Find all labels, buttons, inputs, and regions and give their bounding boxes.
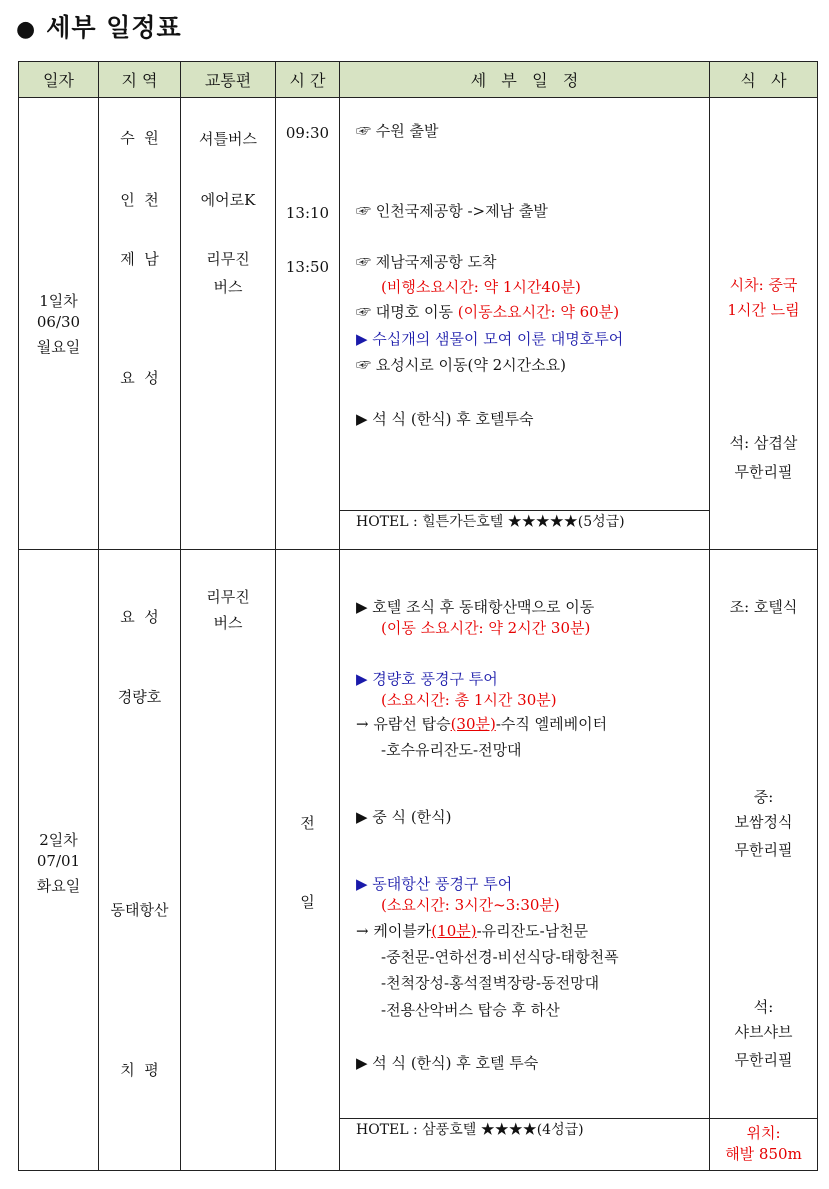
day2-sched-10c: -유리잔도-남천문 — [476, 922, 589, 940]
day2-meal-1: 조: 호텔식 — [729, 598, 798, 616]
day1-row — [19, 98, 818, 511]
day1-schedule-cell — [340, 98, 710, 511]
day1-date-cell — [19, 98, 99, 550]
day1-meal-1: 시차: 중국 — [729, 276, 798, 294]
bullet-icon: ● — [16, 17, 37, 42]
day2-sched-13: -전용산악버스 탑승 후 하산 — [381, 1001, 560, 1019]
day1-sched-5 — [356, 301, 619, 322]
day2-time-2: 일 — [300, 893, 315, 911]
day1-meal-cell — [710, 98, 818, 550]
day2-sched-5 — [356, 713, 607, 734]
day2-meal-7: 무한리필 — [734, 1051, 793, 1069]
day2-sched-9: (소요시간: 3시간~3:30분) — [381, 896, 560, 914]
day2-hotel: HOTEL : 삼풍호텔 ★★★★(4성급) — [356, 1121, 584, 1138]
day2-meal-2: 중: — [753, 788, 774, 806]
header-row — [19, 62, 818, 98]
header-meal: 식 사 — [710, 62, 818, 98]
day2-sched-10a: → 케이블카 — [356, 922, 432, 940]
day2-altitude-2: 해발 850m — [725, 1145, 802, 1164]
page-title — [16, 8, 182, 44]
day2-sched-2: (이동 소요시간: 약 2시간 30분) — [381, 619, 591, 637]
day2-sched-11: -중천문-연하선경-비선식당-태항천폭 — [381, 948, 619, 966]
day2-date: 2일차 — [39, 831, 78, 849]
day1-date: 1일차 — [39, 292, 78, 310]
day2-time-1: 전 — [300, 814, 315, 832]
header-time: 시 간 — [276, 62, 340, 98]
day1-meal-2: 1시간 느림 — [727, 301, 800, 319]
day1-sched-6: ▶ 수십개의 샘물이 모여 이룬 대명호투어 — [356, 330, 624, 348]
day2-meal-5: 석: — [753, 998, 774, 1016]
day2-sched-6: -호수유리잔도-전망대 — [381, 741, 522, 759]
day2-hotel-cell — [340, 1118, 710, 1170]
day2-region-2: 경량호 — [117, 688, 162, 706]
day2-transport-cell — [181, 550, 276, 1171]
day2-sched-8: ▶ 동태항산 풍경구 투어 — [356, 875, 513, 893]
day2-sched-10b: (10분) — [431, 922, 477, 940]
day2-sched-1: ▶ 호텔 조식 후 동태항산맥으로 이동 — [356, 598, 595, 616]
header-schedule: 세 부 일 정 — [340, 62, 710, 98]
day2-weekday: 화요일 — [36, 877, 81, 895]
day1-transport-2: 에어로K — [200, 191, 256, 209]
day1-region-4: 요 성 — [120, 369, 159, 387]
day2-region-cell — [99, 550, 181, 1171]
day1-time-2: 13:10 — [285, 204, 330, 222]
day1-time-1: 09:30 — [285, 124, 330, 142]
day2-sched-5c: -수직 엘레베이터 — [495, 715, 608, 733]
day1-sched-3: ☞ 제남국제공항 도착 — [356, 253, 497, 271]
day2-sched-4: (소요시간: 총 1시간 30분) — [381, 691, 557, 709]
day1-time-cell — [276, 98, 340, 550]
day1-sched-1: ☞ 수원 출발 — [356, 122, 439, 140]
day2-sched-14: ▶ 석 식 (한식) 후 호텔 투숙 — [356, 1054, 539, 1072]
day1-sched-2: ☞ 인천국제공항 ->제남 출발 — [356, 202, 548, 220]
day2-sched-10 — [356, 920, 588, 941]
day1-sched-4: (비행소요시간: 약 1시간40분) — [381, 278, 581, 296]
day1-transport-cell — [181, 98, 276, 550]
day1-sched-5b: (이동소요시간: 약 60분) — [457, 303, 620, 321]
day1-hotel: HOTEL : 힐튼가든호텔 ★★★★★(5성급) — [356, 514, 625, 530]
header-region: 지 역 — [99, 62, 181, 98]
day2-altitude-1: 위치: — [746, 1124, 781, 1143]
day1-transport-3: 리무진 — [206, 250, 250, 268]
day1-region-2: 인 천 — [120, 191, 159, 209]
day2-region-3: 동태항산 — [110, 901, 169, 919]
day1-sched-5a: ☞ 대명호 이동 — [356, 303, 458, 321]
day1-date2: 06/30 — [36, 313, 81, 331]
day1-meal-3: 석: 삼겹살 — [729, 434, 798, 452]
day2-transport-2: 버스 — [213, 614, 243, 632]
day1-region-cell — [99, 98, 181, 550]
day2-meal-6: 샤브샤브 — [734, 1023, 793, 1041]
header-date: 일자 — [19, 62, 99, 98]
day1-region-1: 수 원 — [120, 129, 159, 147]
day2-date-cell — [19, 550, 99, 1171]
day2-altitude-cell — [710, 1118, 818, 1170]
day2-meal-4: 무한리필 — [734, 841, 793, 859]
day2-schedule-cell — [340, 550, 710, 1119]
day2-meal-cell — [710, 550, 818, 1119]
day1-hotel-cell — [340, 511, 710, 550]
day1-meal-4: 무한리필 — [734, 463, 793, 481]
day2-row — [19, 550, 818, 1119]
day2-date2: 07/01 — [36, 852, 81, 870]
page-title-text: 세부 일정표 — [46, 13, 182, 42]
header-transport: 교통편 — [181, 62, 276, 98]
day2-sched-12: -천척장성-홍석절벽장랑-동전망대 — [381, 974, 600, 992]
day2-sched-7: ▶ 중 식 (한식) — [356, 808, 452, 826]
day1-weekday: 월요일 — [36, 338, 81, 356]
day2-sched-5b: (30분) — [450, 715, 496, 733]
day2-meal-3: 보쌈정식 — [734, 813, 793, 831]
day2-transport-1: 리무진 — [206, 588, 250, 606]
day1-region-3: 제 남 — [120, 250, 159, 268]
day1-time-3: 13:50 — [285, 258, 330, 276]
day2-time-cell — [276, 550, 340, 1171]
day1-sched-8: ▶ 석 식 (한식) 후 호텔투숙 — [356, 410, 534, 428]
schedule-table — [18, 61, 818, 1171]
day1-sched-7: ☞ 요성시로 이동(약 2시간소요) — [356, 356, 566, 374]
day2-region-1: 요 성 — [120, 608, 159, 626]
day2-region-4: 치 평 — [120, 1061, 159, 1079]
day1-transport-1: 셔틀버스 — [199, 130, 257, 148]
day1-transport-4: 버스 — [213, 278, 243, 296]
day2-sched-3: ▶ 경량호 풍경구 투어 — [356, 670, 498, 688]
day2-sched-5a: → 유람선 탑승 — [356, 715, 451, 733]
